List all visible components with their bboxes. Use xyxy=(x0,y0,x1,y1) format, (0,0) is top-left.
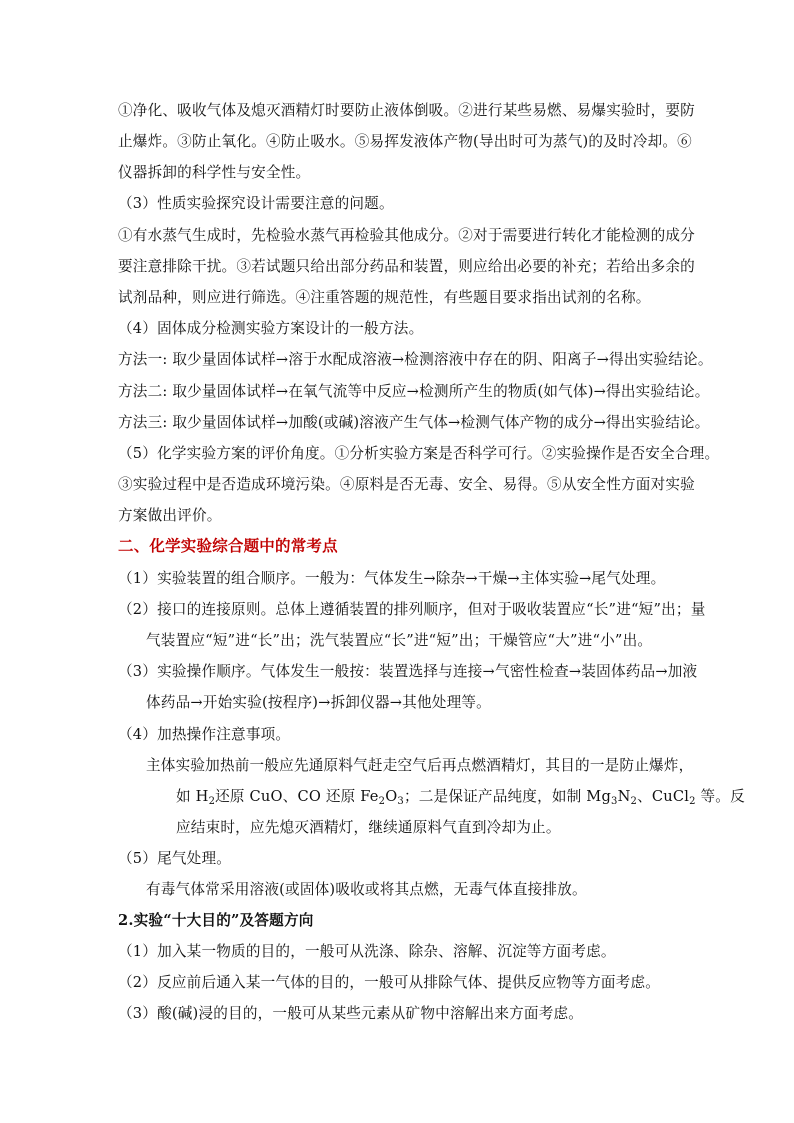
text-line: ①有水蒸气生成时，先检验水蒸气再检验其他成分。②对于需要进行转化才能检测的成分 xyxy=(118,227,695,244)
text-line: （4）固体成分检测实验方案设计的一般方法。 xyxy=(118,320,424,337)
subsection-title: 2.实验“十大目的”及答题方向 xyxy=(118,912,314,929)
text-line: 气装置应“短”进“长”出；洗气装置应“长”进“短”出；干燥管应“大”进“小”出。 xyxy=(146,632,653,649)
text-line: （3）酸(碱)浸的目的，一般可从某些元素从矿物中溶解出来方面考虑。 xyxy=(118,1005,584,1022)
text-line: ③实验过程中是否造成环境污染。④原料是否无毒、安全、易得。⑤从安全性方面对实验 xyxy=(118,476,695,493)
text-line: （5）尾气处理。 xyxy=(118,850,232,867)
text-line: 仪器拆卸的科学性与安全性。 xyxy=(118,164,311,181)
text-line: 有毒气体常采用溶液(或固体)吸收或将其点燃，无毒气体直接排放。 xyxy=(146,881,587,898)
text-line: （3）实验操作顺序。气体发生一般按：装置选择与连接→气密性检查→装固体药品→加液 xyxy=(118,663,698,680)
formula-line: 如 $H_2$还原 CuO、CO 还原 $Fe_2O_3$；二是保证产品纯度，如制 $Mg_3N_2$、CuCl$_2$ 等。反 xyxy=(176,788,745,807)
text-line: 要注意排除干扰。③若试题只给出部分药品和装置，则应给出必要的补充；若给出多余的 xyxy=(118,258,695,275)
text-line: （2）接口的连接原则。总体上遵循装置的排列顺序，但对于吸收装置应“长”进“短”出；量 xyxy=(118,601,706,618)
text-line: 体药品→开始实验(按程序)→拆卸仪器→其他处理等。 xyxy=(146,694,491,711)
text-line: 应结束时，应先熄灭酒精灯，继续通原料气直到冷却为止。 xyxy=(176,819,561,836)
text-line: （1）实验装置的组合顺序。一般为：气体发生→除杂→干燥→主体实验→尾气处理。 xyxy=(118,570,666,587)
text-line: （2）反应前后通入某一气体的目的，一般可从排除气体、提供反应物等方面考虑。 xyxy=(118,974,661,991)
text-line: （5）化学实验方案的评价角度。①分析实验方案是否科学可行。②实验操作是否安全合理。 xyxy=(118,445,720,462)
text-line: （1）加入某一物质的目的，一般可从洗涤、除杂、溶解、沉淀等方面考虑。 xyxy=(118,943,616,960)
text-line: 方法二: 取少量固体试样→在氧气流等中反应→检测所产生的物质(如气体)→得出实验结论。 xyxy=(118,383,710,400)
text-line: 主体实验加热前一般应先通原料气赶走空气后再点燃酒精灯，其目的一是防止爆炸， xyxy=(146,757,694,774)
text-line: 方案做出评价。 xyxy=(118,507,222,524)
text-line: （3）性质实验探究设计需要注意的问题。 xyxy=(118,195,394,212)
text-line: 止爆炸。③防止氧化。④防止吸水。⑤易挥发液体产物(导出时可为蒸气)的及时冷却。⑥ xyxy=(118,133,692,150)
text-line: （4）加热操作注意事项。 xyxy=(118,726,291,743)
text-line: ①净化、吸收气体及熄灭酒精灯时要防止液体倒吸。②进行某些易燃、易爆实验时，要防 xyxy=(118,102,695,119)
text-line: 方法一: 取少量固体试样→溶于水配成溶液→检测溶液中存在的阴、阳离子→得出实验结论。 xyxy=(118,351,713,368)
text-line: 方法三: 取少量固体试样→加酸(或碱)溶液产生气体→检测气体产物的成分→得出实验结论。 xyxy=(118,414,710,431)
section-heading: 二、化学实验综合题中的常考点 xyxy=(118,536,338,555)
text-line: 试剂品种，则应进行筛选。④注重答题的规范性，有些题目要求指出试剂的名称。 xyxy=(118,289,651,306)
